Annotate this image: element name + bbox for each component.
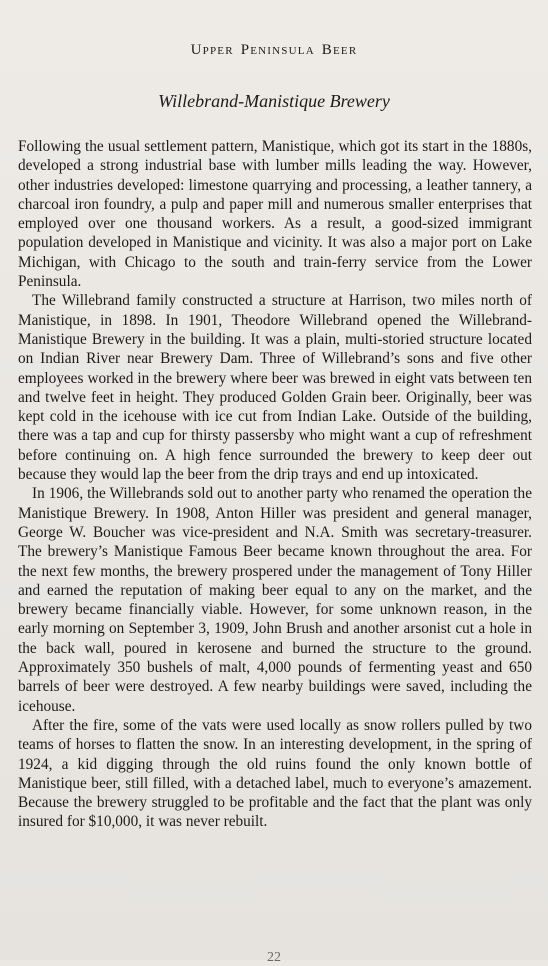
paragraph: After the fire, some of the vats were used locally as snow rollers pulled by two teams of horses to flatten the snow. In an interesting development, in the spring of 1924, a kid digging through the old ruins found the only known bottle of Manistique beer, still filled, with a detached label, much to everyone’s amazement. Because the brewery struggled to be profitable and the fact that the plant was only insured for $10,000, it was never rebuilt. [18, 716, 532, 831]
page-number: 22 [267, 950, 281, 965]
paragraph: Following the usual settlement pattern, Manistique, which got its start in the 1880s, developed a strong industrial base with lumber mills leading the way. However, other industries developed: limestone quarrying and processing, a leather tannery, a charcoal iron foundry, a pulp and paper mill and numerous smaller enterprises that employed over one thousand workers. As a result, a good-sized immigrant population developed in Manistique and vicinity. It was also a major port on Lake Michigan, with Chicago to the south and train-ferry service from the Lower Peninsula. [18, 138, 532, 291]
paragraph: The Willebrand family constructed a structure at Harrison, two miles north of Manistique, in 1898. In 1901, Theodore Willebrand opened the Willebrand-Manistique Brewery in the building. It was a plain, multi-storied structure located on Indian River near Brewery Dam. Three of Willebrand’s sons and five other employees worked in the brewery where beer was brewed in eight vats between ten and twelve feet in height. They produced Golden Grain beer. Originally, beer was kept cold in the icehouse with ice cut from Indian Lake. Outside of the building, there was a tap and cup for thirsty passersby who might want a cup of refreshment before continuing on. A high fence surrounded the brewery to keep deer out because they would lap the beer from the drip trays and end up intoxicated. [18, 292, 532, 484]
paragraph: In 1906, the Willebrands sold out to another party who renamed the operation the Manistique Brewery. In 1908, Anton Hiller was president and general manager, George W. Boucher was vice-president and N.A. Smith was secretary-treasurer. The brewery’s Manistique Famous Beer became known throughout the area. For the next few months, the brewery prospered under the management of Tony Hiller and earned the reputation of making beer equal to any on the market, and the brewery became financially viable. However, for some unknown reason, in the early morning on September 3, 1909, John Brush and another arsonist cut a hole in the back wall, poured in kerosene and burned the structure to the ground. Approximately 350 bushels of malt, 4,000 pounds of fermenting yeast and 650 barrels of beer were destroyed. A few nearby buildings were saved, including the icehouse. [18, 485, 532, 715]
running-head: Upper Peninsula Beer [190, 42, 358, 58]
chapter-title: Willebrand-Manistique Brewery [158, 91, 390, 111]
body-text [18, 137, 532, 832]
